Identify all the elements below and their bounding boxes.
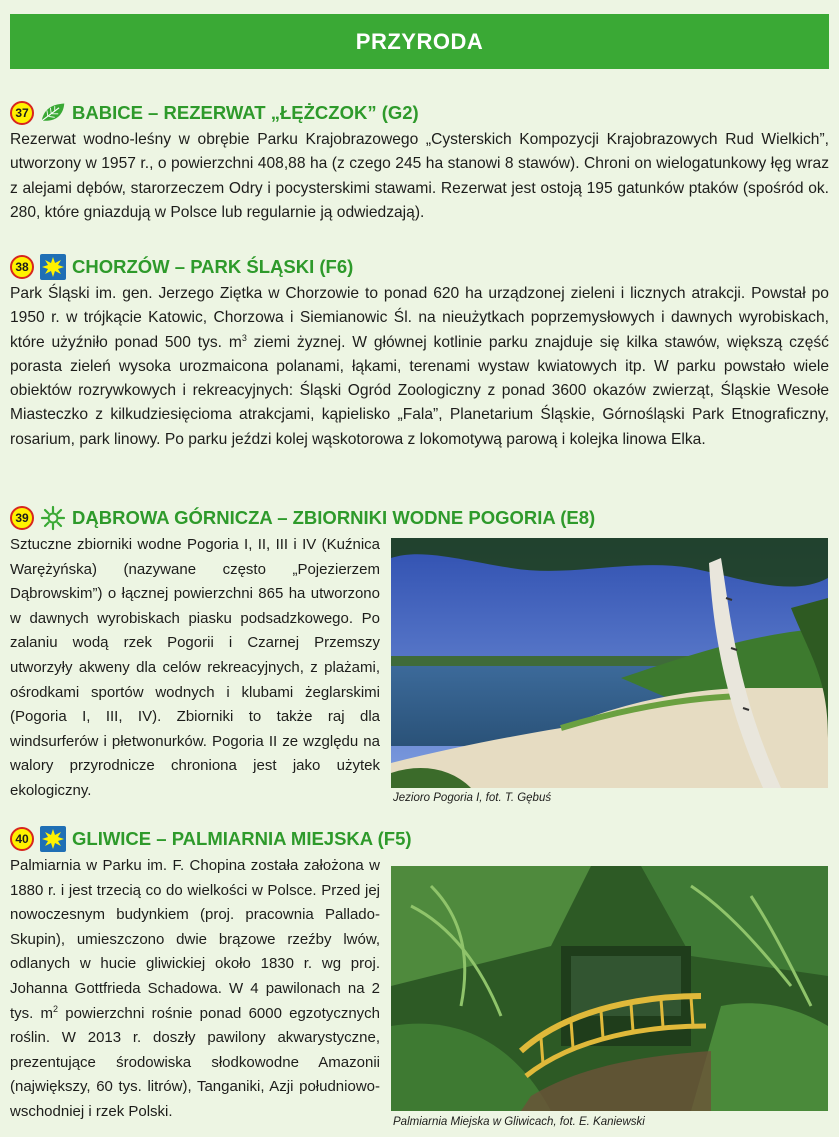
section-text: Sztuczne zbiorniki wodne Pogoria I, II, III i IV (Kuźnica Warężyńska) (nazywane często „Pojezierzem Dąbrowskim”) o łącznej powierzchni 865 ha utworzono w dawnych wyrobiskach piasku podsadzkowego. Po zalaniu wodą rzek Pogorii i Czarnej Przemszy utworzyły akweny dla celów rekreacyjnych, z plażami, ośrodkami sportów wodnych i klubami żeglarskimi (Pogoria I, III, IV). Zbiorniki to także raj dla windsurferów i płetwonurków. Pogoria II ze względu na walory przyrodnicze chroniona jest jako użytek ekologiczny. <box>10 536 380 799</box>
section-heading <box>10 252 829 282</box>
section-title: GLIWICE – PALMIARNIA MIEJSKA (F5) <box>72 828 412 849</box>
section-title: DĄBROWA GÓRNICZA – ZBIORNIKI WODNE POGORIA (E8) <box>72 507 596 528</box>
section-number-badge: 38 <box>10 255 34 279</box>
star-badge-icon <box>40 254 66 280</box>
section-text: Rezerwat wodno-leśny w obrębie Parku Krajobrazowego „Cysterskich Kompozycji Krajobrazowych Rud Wielkich”, utworzony w 1957 r., o powierzchni 408,88 ha (z czego 245 ha stanowi 8 stawów). Chroni on wielogatunkowy łęg wraz z alejami dębów, starorzeczem Odry i pocysterskimi stawami. Rezerwat jest ostoją 195 gatunków ptaków (spośród ok. 280, które gniazdują w Polsce lub regularnie ją odwiedzają). <box>10 131 829 221</box>
star-badge-icon <box>40 826 66 852</box>
photo-palm-house <box>391 866 828 1111</box>
section-heading <box>10 824 829 854</box>
page-title: PRZYRODA <box>355 28 484 54</box>
photo-pogoria-lake <box>391 538 828 788</box>
page-header <box>10 14 829 69</box>
section-text: Palmiarnia w Parku im. F. Chopina została założona w 1880 r. i jest trzecią co do wielkości w Polsce. Przed jej nowoczesnym budynkiem (proj. pracownia Pallado-Skupin), umieszczono dwie brązowe rzeźby lwów, odlanych w hucie gliwickiej około 1830 r. wg proj. Johanna Gottfrieda Schadowa. W 4 pawilonach na 2 tys. $m^2$ powierzchni rośnie ponad 6000 egzotycznych roślin. W 2013 r. doszły pawilony akwarystyczne, prezentujące środowiska słodkowodne Amazonii (największy, 60 tys. litrów), Tanganiki, Azji południowo-wschodniej i rzek Polski. <box>10 857 381 1120</box>
section-heading <box>10 503 829 533</box>
section-number-badge: 40 <box>10 827 34 851</box>
sun-icon <box>40 505 66 531</box>
section-number-badge: 39 <box>10 506 34 530</box>
photo-caption: Palmiarnia Miejska w Gliwicach, fot. E. Kaniewski <box>393 1116 645 1128</box>
section-title: BABICE – REZERWAT „ŁĘŻCZOK” (G2) <box>72 102 419 123</box>
section-number-badge: 37 <box>10 101 34 125</box>
section-text: Park Śląski im. gen. Jerzego Ziętka w Chorzowie to ponad 620 ha urządzonej zieleni i licznych atrakcji. Powstał po 1950 r. w trójkącie Katowic, Chorzowa i Siemianowic Śl. na nieużytkach poprzemysłowych i dawnych wyrobiskach, które użyźniło ponad 500 tys. $m^3$ ziemi żyznej. W głównej kotlinie parku znajduje się kilka stawów, większą część porasta zieleń wysoka urozmaicona polanami, łąkami, terenami wystaw kwiatowych itp. W parku powstało wiele obiektów rozrywkowych i rekreacyjnych: Śląski Ogród Zoologiczny z ponad 3600 okazów zwierząt, Śląskie Wesołe Miasteczko z kilkudziesięcioma atrakcjami, kąpielisko „Fala”, Planetarium Śląskie, Górnośląski Park Etnograficzny, rosarium, park linowy. Po parku jeździ kolej wąskotorowa z lokomotywą parową i kolejka linowa Elka. <box>10 285 829 448</box>
section-heading <box>10 98 829 128</box>
photo-caption: Jezioro Pogoria I, fot. T. Gębuś <box>393 792 552 804</box>
leaf-icon <box>40 100 66 126</box>
section-babice <box>10 98 829 225</box>
section-title: CHORZÓW – PARK ŚLĄSKI (F6) <box>72 256 354 277</box>
section-chorzow <box>10 252 829 452</box>
